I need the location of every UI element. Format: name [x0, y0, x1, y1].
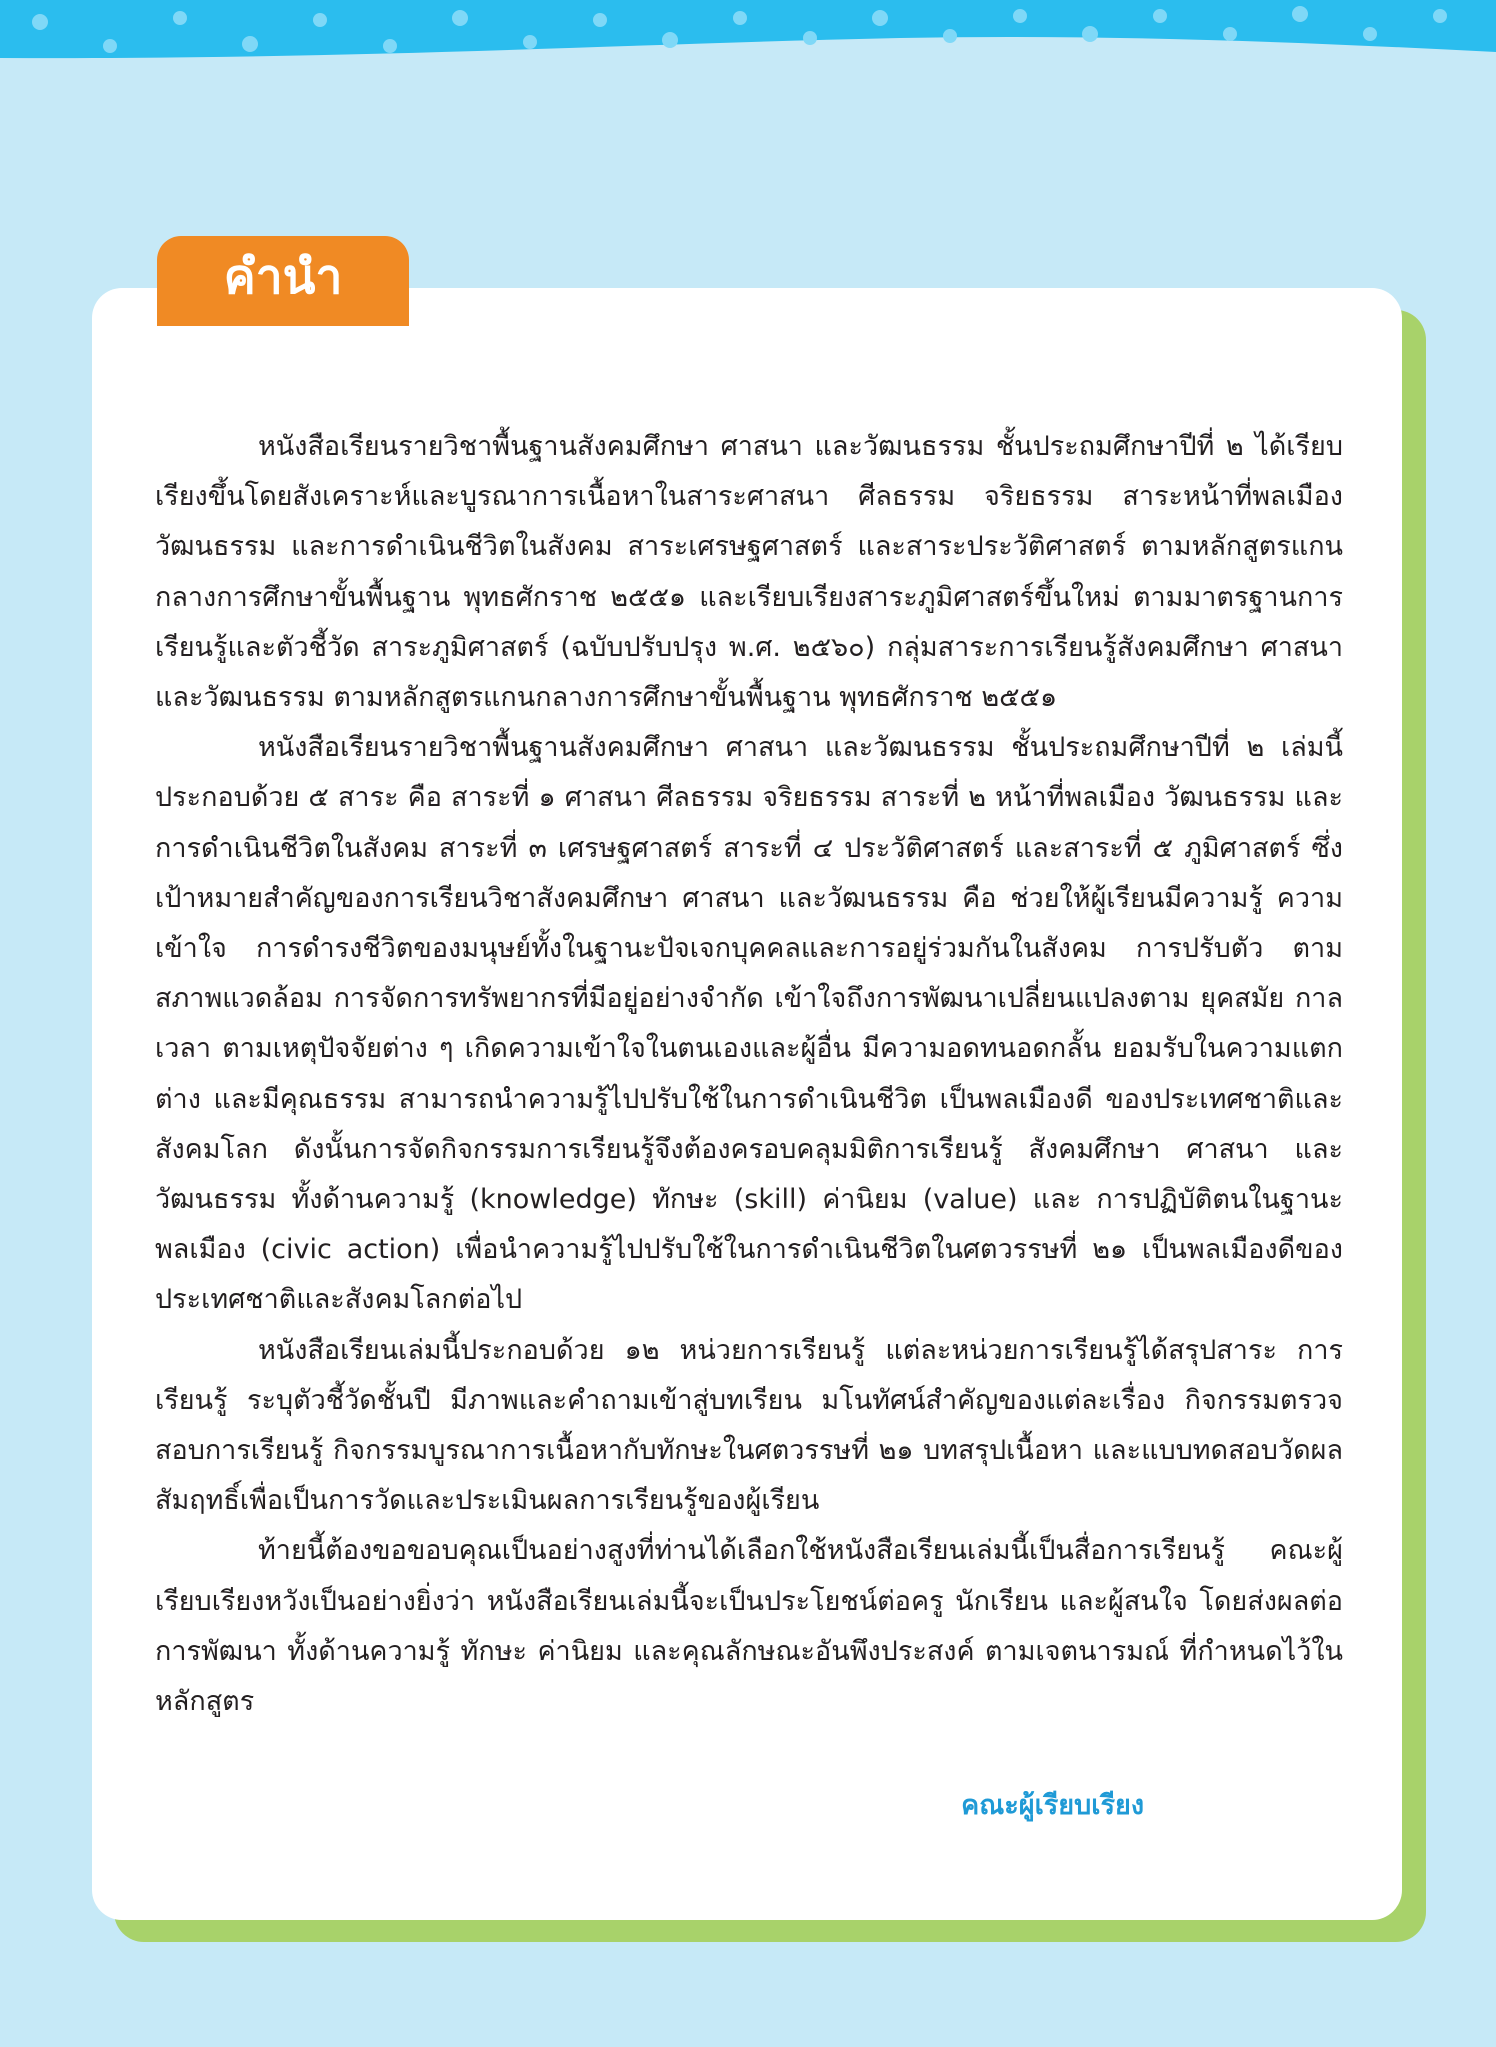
page-title: คำนำ [157, 236, 409, 326]
header-wave-shape [0, 0, 1496, 58]
preface-paragraph-1: หนังสือเรียนรายวิชาพื้นฐานสังคมศึกษา ศาสนา และวัฒนธรรม ชั้นประถมศึกษาปีที่ ๒ ได้เรียบเรียงขึ้นโดยสังเคราะห์และบูรณาการเนื้อหาในสาระศาสนา ศีลธรรม จริยธรรม สาระหน้าที่พลเมือง วัฒนธรรม และการดำเนินชีวิตในสังคม สาระเศรษฐศาสตร์ และสาระประวัติศาสตร์ ตามหลักสูตรแกนกลางการศึกษาขั้นพื้นฐาน พุทธศักราช ๒๕๕๑ และเรียบเรียงสาระภูมิศาสตร์ขึ้นใหม่ ตามมาตรฐานการเรียนรู้และตัวชี้วัด สาระภูมิศาสตร์ (ฉบับปรับปรุง พ.ศ. ๒๕๖๐) กลุ่มสาระการเรียนรู้สังคมศึกษา ศาสนา และวัฒนธรรม ตามหลักสูตรแกนกลางการศึกษาขั้นพื้นฐาน พุทธศักราช ๒๕๕๑ [155, 431, 1343, 714]
preface-paragraph-2: หนังสือเรียนรายวิชาพื้นฐานสังคมศึกษา ศาสนา และวัฒนธรรม ชั้นประถมศึกษาปีที่ ๒ เล่มนี้ ประกอบด้วย ๕ สาระ คือ สาระที่ ๑ ศาสนา ศีลธรรม จริยธรรม สาระที่ ๒ หน้าที่พลเมือง วัฒนธรรม และการดำเนินชีวิตในสังคม สาระที่ ๓ เศรษฐศาสตร์ สาระที่ ๔ ประวัติศาสตร์ และสาระที่ ๕ ภูมิศาสตร์ ซึ่งเป้าหมายสำคัญของการเรียนวิชาสังคมศึกษา ศาสนา และวัฒนธรรม คือ ช่วยให้ผู้เรียนมีความรู้ ความเข้าใจ การดำรงชีวิตของมนุษย์ทั้งในฐานะปัจเจกบุคคลและการอยู่ร่วมกันในสังคม การปรับตัว ตามสภาพแวดล้อม การจัดการทรัพยากรที่มีอยู่อย่างจำกัด เข้าใจถึงการพัฒนาเปลี่ยนแปลงตาม ยุคสมัย กาลเวลา ตามเหตุปัจจัยต่าง ๆ เกิดความเข้าใจในตนเองและผู้อื่น มีความอดทนอดกลั้น ยอมรับในความแตกต่าง และมีคุณธรรม สามารถนำความรู้ไปปรับใช้ในการดำเนินชีวิต เป็นพลเมืองดี ของประเทศชาติและสังคมโลก ดังนั้นการจัดกิจกรรมการเรียนรู้จึงต้องครอบคลุมมิติการเรียนรู้ สังคมศึกษา ศาสนา และวัฒนธรรม ทั้งด้านความรู้ (knowledge) ทักษะ (skill) ค่านิยม (value) และ การปฏิบัติตนในฐานะพลเมือง (civic action) เพื่อนำความรู้ไปปรับใช้ในการดำเนินชีวิตในศตวรรษที่ ๒๑ เป็นพลเมืองดีของประเทศชาติและสังคมโลกต่อไป [155, 732, 1343, 1316]
preface-body [155, 422, 1343, 1727]
preface-paragraph-3: หนังสือเรียนเล่มนี้ประกอบด้วย ๑๒ หน่วยการเรียนรู้ แต่ละหน่วยการเรียนรู้ได้สรุปสาระ การเรียนรู้ ระบุตัวชี้วัดชั้นปี มีภาพและคำถามเข้าสู่บทเรียน มโนทัศน์สำคัญของแต่ละเรื่อง กิจกรรมตรวจสอบการเรียนรู้ กิจกรรมบูรณาการเนื้อหากับทักษะในศตวรรษที่ ๒๑ บทสรุปเนื้อหา และแบบทดสอบวัดผลสัมฤทธิ์เพื่อเป็นการวัดและประเมินผลการเรียนรู้ของผู้เรียน [155, 1334, 1343, 1517]
author-signature: คณะผู้เรียบเรียง [961, 1790, 1144, 1821]
header-wave-banner [0, 0, 1496, 80]
preface-paragraph-4: ท้ายนี้ต้องขอขอบคุณเป็นอย่างสูงที่ท่านได้เลือกใช้หนังสือเรียนเล่มนี้เป็นสื่อการเรียนรู้ คณะผู้เรียบเรียงหวังเป็นอย่างยิ่งว่า หนังสือเรียนเล่มนี้จะเป็นประโยชน์ต่อครู นักเรียน และผู้สนใจ โดยส่งผลต่อการพัฒนา ทั้งด้านความรู้ ทักษะ ค่านิยม และคุณลักษณะอันพึงประสงค์ ตามเจตนารมณ์ ที่กำหนดไว้ในหลักสูตร [155, 1535, 1343, 1718]
